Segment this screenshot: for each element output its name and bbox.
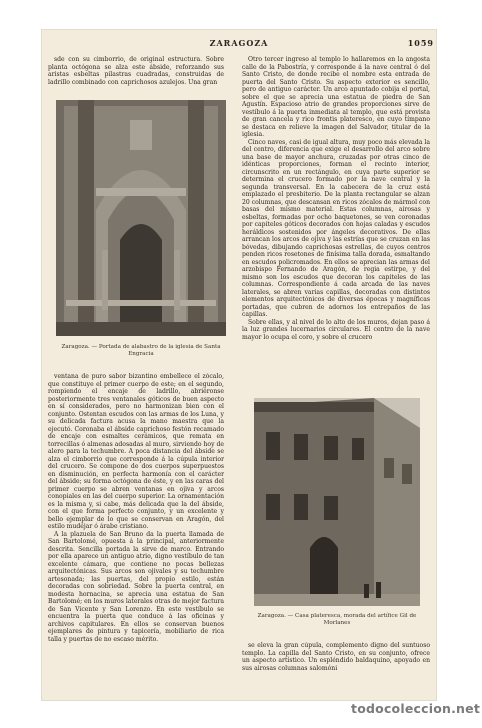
text-column-left-bottom	[48, 373, 224, 697]
paragraph: Cinco naves, casi de igual altura, muy poco más elevada la del centro, diferencia que exige el desarrollo del arco sobre una base de mayor anchura, cruzadas por otras cinco de idénticas proporciones, forman el recinto interior, circunscrito en un rectángulo, en cuya parte superior se determina el crucero formado por la nave central y la segunda transversal. En la cabecera de la cruz está emplazado el presbiterio. De la planta rectangular se alzan 20 columnas, que descansan en ricos zócalos de mármol con basas del mismo material. Estas columnas, airosas y esbeltas, formadas por ocho baquetones, se ven coronadas por capiteles góticos decorados con hojas caladas y escudos heráldicos sostenidos por ángeles decorativos. De ellas arrancan los arcos de ojiva y las estrías que se cruzan en las bóvedas, dibujando caprichosas estrellas, de cuyos centros penden ricos rosetones de finísima talla dorada, esmaltando en escudos policromados. En ellos se aprecian las armas del arzobispo Fernando de Aragón, de regia estirpe, y del mismo son los escudos que decoran los capiteles de las columnas. Correspondiente á cada arcada de las naves laterales, se abren varias capillas, decoradas con distintos elementos arquitectónicos de diversas épocas y magníficas portadas, que cubren de adornos los entrepaños de las capillas.	[242, 138, 430, 318]
page-title: ZARAGOZA	[209, 38, 269, 48]
running-header	[42, 38, 436, 50]
paragraph: se eleva la gran cúpula, complemento digno del suntuoso templo. La capilla del Santo Cristo, en su conjunto, ofrece un aspecto artístico. Un espléndido baldaquino, apoyado en sus airosas columnas salomóni	[242, 642, 430, 672]
church-portal-photo	[56, 100, 226, 336]
page-number: 1059	[407, 38, 434, 48]
book-page	[42, 30, 436, 700]
watermark-text: todocoleccion.net	[351, 701, 480, 716]
text-column-right-bottom	[242, 642, 430, 698]
paragraph: Otro tercer ingreso al templo lo hallaremos en la angosta calle de la Pabostría, y corresponde á la nave central ó del Santo Cristo, de donde recibe el nombre esta entrada de puerta del Santo Cristo. Su aspecto exterior es sencillo, pero de antiguo carácter. Un arco apuntado cobija el portal, sobre el que se aprecia una estatua de piedra de San Agustín. Espacioso atrio de grandes proporciones sirve de vestíbulo á la puerta inmediata al templo, que está provista de gran cancela y rico frontis plateresco, en cuyo tímpano se destaca en relieve la imagen del Salvador, titular de la iglesia.	[242, 56, 430, 138]
text-column-right-top	[242, 56, 430, 418]
paragraph: sde con su cimborrio, de original estructura. Sobre planta octógona se alza este ábside, reforzando sus aristas esbeltas pilastras cuadradas, construidas de ladrillo combinado con caprichosos azulejos. Una gran	[48, 56, 224, 86]
figure-caption: Zaragoza. — Casa plateresca, morada del artífice Gil de Morlanes	[257, 613, 417, 626]
paragraph: ventana de puro sabor bizantino embellece el zócalo, que constituye el primer cuerpo de este; en el segundo, rompiendo el encaje de ladrillo, abriéronse posteriormente tres ventanales góticos de buen aspecto en sí considerados, pero no harmonizan bien con el conjunto. Ostentan escudos con las armas de los Luna, y su delicada factura acusa la mano maestra que la ejecutó. Coronaba el ábside caprichoso festón recamado de encaje con esmaltes cerámicos, que remata en torrecillas ó almenas adosadas al muro, sirviendo hoy de alero para la techumbre. A poca distancia del ábside se alza el cimborrio que corresponde á la cúpula interior del crucero. Se compone de dos cuerpos superpuestos en disminución, en perfecta harmonía con el carácter del ábside; su forma octógona de éste, y en las caras del primer cuerpo se abren ventanas en ojiva y arcos conopiales en las del cuerpo superior. La ornamentación es la misma y, si cabe, más delicada que la del ábside, con el que forma perfecto conjunto, y un excelente y bello ejemplar de lo que se conservan en Aragón, del estilo mudéjar ó árabe cristiano.	[48, 373, 224, 530]
text-column-left-top	[48, 56, 224, 104]
plateresque-house-photo	[254, 398, 420, 606]
paragraph: Sobre ellas, y al nivel de lo alto de los muros, dejan paso á la luz grandes lucernarios circulares. El centro de la nave mayor lo ocupa el coro, y sobre el crucero	[242, 318, 430, 341]
paragraph: A la plazuela de San Bruno da la puerta llamada de San Bartolomé, opuesta á la principal, anteriormente descrita. Sencilla portada la sirve de marco. Entrando por ella aparece un antiguo atrio, digno vestíbulo de tan excelente cámara, que contiene no pocas bellezas arquitectónicas. Sus arcos son ojivales y su techumbre artesonada; las puertas, del propio estilo, están decoradas con sobriedad. Sobre la puerta central, en modesta hornacina, se aprecia una estatua de San Bartolomé; en los muros laterales otras de mejor factura de San Vicente y San Lorenzo. En este vestíbulo se encuentra la puerta que conduce á las oficinas y archivos capitulares. En ellos se conservan buenos ejemplares de pintura y tapicería, mobiliario de rica talla y puertas de no escaso mérito.	[48, 530, 224, 643]
figure-caption: Zaragoza. — Portada de alabastro de la iglesia de Santa Engracia	[61, 344, 221, 357]
